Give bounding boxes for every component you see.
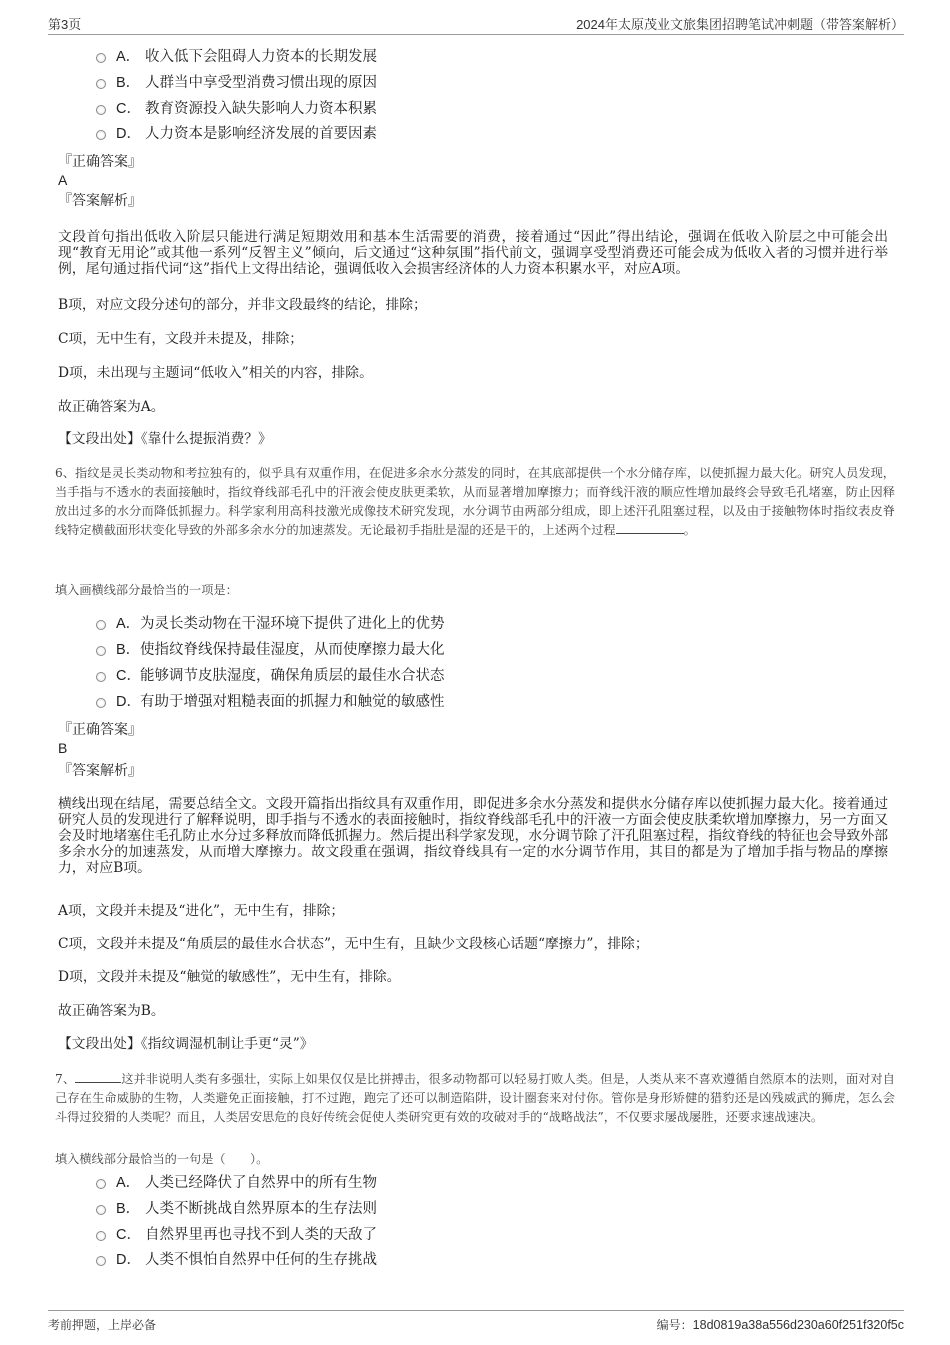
q5-analysis-b: B项，对应文段分述句的部分，并非文段最终的结论，排除； (58, 297, 427, 313)
q5-analysis-c: C项，无中生有，文段并未提及，排除； (58, 331, 304, 347)
answer-blank (616, 521, 684, 534)
footer-slogan: 考前押题，上岸必备 (48, 1318, 157, 1332)
q5-analysis-d: D项，未出现与主题词“低收入”相关的内容，排除。 (58, 365, 373, 381)
q6-source: 【文段出处】《指纹调湿机制让手更“灵”》 (58, 1036, 314, 1052)
radio-icon[interactable] (96, 79, 106, 89)
radio-icon[interactable] (96, 698, 106, 708)
correct-answer-label: 『正确答案』 (58, 154, 142, 170)
radio-icon[interactable] (96, 1205, 106, 1215)
q6-analysis-d: D项，文段并未提及“触觉的敏感性”，无中生有，排除。 (58, 969, 401, 985)
q7-question: 7、 这并非说明人类有多强壮，实际上如果仅仅是比拼搏击，很多动物都可以轻易打败人类。但是，人类从来不喜欢遵循自然原本的法则，面对对自己存在生命威胁的生物，人类避免正面接触，打不过跑，跑完了还可以制造陷阱，设计圈套来对付你。管你是身形矫健的猎豹还是凶残威武的狮虎，怎么会斗得过狡猾的人类呢？而且，人类居安思危的良好传统会促使人类研究更有效的攻破对手的“战略战法”，不仅要求屡战屡胜，还要求速战速决。 (55, 1072, 895, 1124)
document-code: 编号：18d0819a38a556d230a60f251f320f5c (656, 1318, 904, 1332)
page-number: 第3页 (48, 17, 82, 32)
answer-blank (75, 1070, 121, 1083)
q6-analysis-c: C项，文段并未提及“角质层的最佳水合状态”，无中生有，且缺少文段核心话题“摩擦力”，排除； (58, 936, 649, 952)
radio-icon[interactable] (96, 53, 106, 63)
radio-icon[interactable] (96, 1231, 106, 1241)
radio-icon[interactable] (96, 672, 106, 682)
q5-conclusion: 故正确答案为A。 (58, 399, 165, 415)
radio-icon[interactable] (96, 105, 106, 115)
q5-source: 【文段出处】《靠什么提振消费？》 (58, 431, 272, 447)
q6-analysis-a: A项，文段并未提及“进化”，无中生有，排除； (58, 903, 345, 919)
correct-answer: A (58, 172, 68, 188)
q6-question: 6、指纹是灵长类动物和考拉独有的，似乎具有双重作用，在促进多余水分蒸发的同时，在其底部提供一个水分储存库，以使抓握力最大化。研究人员发现，当手指与不透水的表面接触时，指纹脊线部毛孔中的汗液会使皮肤更柔软，从而显著增加摩擦力；而脊线汗液的顺应性增加最终会导致毛孔堵塞，防止因释放出过多的水分而降低抓握力。科学家利用高科技激光成像技术研究发现，水分调节由两部分组成，即上述汗孔阻塞过程，以及由于接触物体时指纹表皮脊线特定横截面形状变化导致的外部多余水分的加速蒸发。无论最初手指肚是湿的还是干的，上述两个过程 。 (55, 466, 895, 537)
analysis-label: 『答案解析』 (58, 193, 142, 209)
page-header (48, 12, 904, 35)
q7-prompt: 填入横线部分最恰当的一句是（ ）。 (55, 1152, 269, 1166)
radio-icon[interactable] (96, 646, 106, 656)
q6-conclusion: 故正确答案为B。 (58, 1003, 165, 1019)
q6-prompt: 填入画横线部分最恰当的一项是： (55, 583, 238, 597)
radio-icon[interactable] (96, 620, 106, 630)
page-footer (48, 1310, 904, 1333)
correct-answer: B (58, 740, 68, 756)
analysis-label: 『答案解析』 (58, 763, 142, 779)
radio-icon[interactable] (96, 1256, 106, 1266)
q6-analysis: 横线出现在结尾，需要总结全文。文段开篇指出指纹具有双重作用，即促进多余水分蒸发和提供水分储存库以使抓握力最大化。接着通过研究人员的发现进行了解释说明，即手指与不透水的表面接触时，指纹脊线部毛孔中的汗液一方面会使皮肤柔软增加摩擦力，另一方面又会及时地堵塞住毛孔防止水分过多释放而降低抓握力。然后提出科学家发现，水分调节除了汗孔阻塞过程，指纹脊线的特征也会导致外部多余水分的加速蒸发，从而增大摩擦力。故文段重在强调，指纹脊线具有一定的水分调节作用，其目的都是为了增加手指与物品的摩擦力，对应B项。 (58, 796, 888, 876)
correct-answer-label: 『正确答案』 (58, 722, 142, 738)
q5-analysis: 文段首句指出低收入阶层只能进行满足短期效用和基本生活需要的消费，接着通过“因此”得出结论，强调在低收入阶层之中可能会出现“教育无用论”或其他一系列“反智主义”倾向，后文通过“这种氛围”指代前文，强调享受型消费还可能会成为低收入者的习惯并进行举例，尾句通过指代词“这”指代上文得出结论，强调低收入会损害经济体的人力资本积累水平，对应A项。 (58, 229, 888, 277)
document-title: 2024年太原茂业文旅集团招聘笔试冲刺题（带答案解析） (576, 17, 904, 32)
radio-icon[interactable] (96, 130, 106, 140)
radio-icon[interactable] (96, 1179, 106, 1189)
